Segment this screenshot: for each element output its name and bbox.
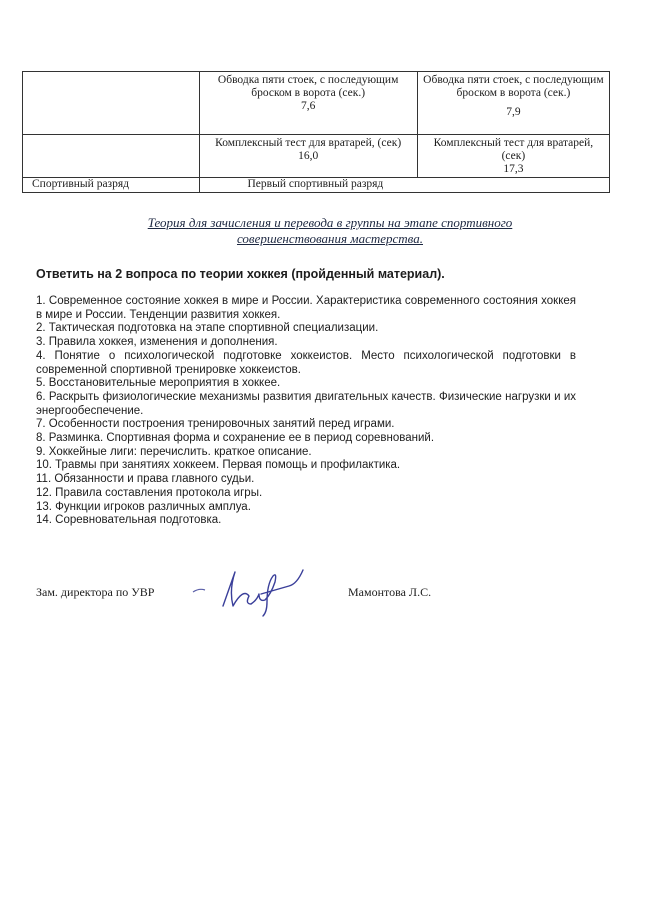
test-value: 17,3	[503, 163, 524, 175]
signatory-name: Мамонтова Л.С.	[348, 585, 432, 599]
list-item: 11. Обязанности и права главного судьи.	[36, 473, 255, 486]
list-item: 5. Восстановительные мероприятия в хоккее.	[36, 377, 281, 390]
row-label-cell	[23, 72, 200, 135]
norm-cell	[199, 135, 417, 178]
theory-title: Теория для зачисления и перевода в группы на этапе спортивного совершенствования мастерства.	[147, 215, 513, 246]
list-item: 3. Правила хоккея, изменения и дополнения.	[36, 336, 278, 349]
list-item: 9. Хоккейные лиги: перечислить. краткое описание.	[36, 445, 312, 458]
norm-cell	[199, 72, 417, 135]
table-row	[23, 135, 610, 178]
list-item: 1. Современное состояние хоккея в мире и России. Характеристика современного состояния хоккея в мире и России. Тенденции развития хоккея.	[36, 295, 576, 321]
norm-cell	[417, 135, 609, 178]
test-name: Комплексный тест для вратарей, (сек)	[433, 137, 594, 162]
handwritten-signature	[185, 562, 315, 622]
test-value: 7,9	[506, 106, 521, 118]
test-name: Обводка пяти стоек, с последующим броском в ворота (сек.)	[217, 74, 399, 99]
list-item: 7. Особенности построения тренировочных занятий перед играми.	[36, 418, 395, 431]
list-item: 4. Понятие о психологической подготовке хоккеистов. Место психологической подготовки в современной спортивной тренировке хоккеистов.	[36, 349, 576, 376]
signatory-title: Зам. директора по УВР	[36, 585, 155, 599]
test-name: Комплексный тест для вратарей, (сек)	[215, 137, 402, 149]
rank-label: Спортивный разряд	[23, 178, 200, 193]
list-item: 10. Травмы при занятиях хоккеем. Первая помощь и профилактика.	[36, 459, 401, 472]
row-label-cell	[23, 135, 200, 178]
list-item: 14. Соревновательная подготовка.	[36, 514, 222, 527]
list-item: 8. Разминка. Спортивная форма и сохранение ее в период соревнований.	[36, 432, 435, 445]
rank-value: Первый спортивный разряд	[199, 178, 610, 193]
list-item: 6. Раскрыть физиологические механизмы развития двигательных качеств. Физические нагрузки и их энергообеспечение.	[36, 390, 576, 417]
norms-table	[22, 71, 610, 193]
list-item: 12. Правила составления протокола игры.	[36, 486, 263, 499]
norm-cell	[417, 72, 609, 135]
table-row	[23, 178, 610, 193]
test-value: 16,0	[298, 150, 319, 162]
list-item: 2. Тактическая подготовка на этапе спортивной специализации.	[36, 322, 379, 335]
test-name: Обводка пяти стоек, с последующим броском в ворота (сек.)	[423, 74, 604, 99]
test-value: 7,6	[300, 100, 316, 112]
table-row	[23, 72, 610, 135]
questions-heading: Ответить на 2 вопроса по теории хоккея (пройденный материал).	[36, 267, 445, 281]
list-item: 13. Функции игроков различных амплуа.	[36, 500, 251, 513]
questions-list	[36, 295, 576, 528]
